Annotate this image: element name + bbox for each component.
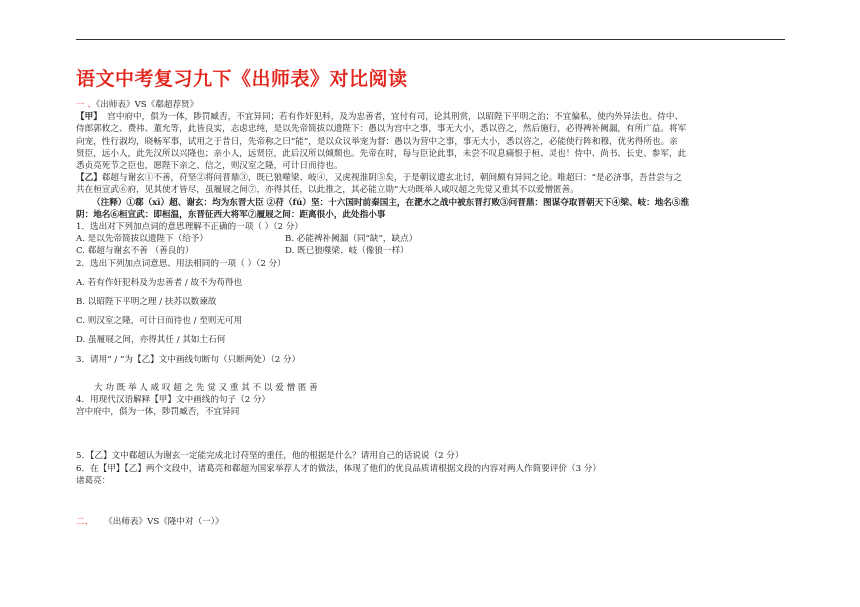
q3-sentence: 大 功 既 举 人 咸 叹 超 之 先 觉 又 重 其 不 以 爱 憎 匿 善 <box>94 382 318 393</box>
yi-line-2: 共在桓宣武⑥府，见其使才皆尽，虽履屐之间⑦，亦得其任，以此推之，其必能立勋”大功既举人咸叹超之先觉又重其不以爱憎匿善。 <box>76 185 579 196</box>
q4-stem: 4．用现代汉语解释【甲】文中画线的句子（2 分） <box>76 395 271 406</box>
top-rule <box>76 39 785 40</box>
q1-option-a: A. 是以先帝简拔以遗陛下（给予） <box>76 234 208 245</box>
q1-stem: 1．选出对下列加点词的意思理解不正确的一项（ ）（2 分） <box>76 222 303 233</box>
q1-row-cd <box>76 245 785 257</box>
section1-number: 一 、 <box>76 100 96 110</box>
q2-option-b: B. 以昭陛下平明之理 / 扶苏以数谏故 <box>76 297 217 308</box>
jia-line-2: 侍郎郭攸之、费祎、董允等，此皆良实，志虑忠纯，是以先帝简拔以遗陛下：愚以为宫中之事，事无大小，悉以咨之，然后施行，必得裨补阙漏，有所广益。将军 <box>76 124 687 135</box>
jia-tag: 【甲】 <box>76 112 102 123</box>
q3-stem: 3．请用“ / ”为【乙】文中画线句断句（只断两处）（2 分） <box>76 354 301 365</box>
jia-text-1: 宫中府中，俱为一体，陟罚臧否，不宜异同；若有作奸犯科，及为忠善者，宜付有司，论其刑赏，以昭陛下平明之治；不宜偏私，使内外异法也。侍中、 <box>107 112 684 123</box>
q6-stem: 6．在【甲】【乙】两个文段中，诸葛亮和郗超为国家举荐人才的做法，体现了他们的优良品质请根据文段的内容对两人作简要评价（3 分） <box>76 463 601 474</box>
section1-title: 《出师表》VS《郗超荐贤》 <box>95 100 199 110</box>
q4-sentence: 宫中府中，俱为一体，陟罚臧否，不宜异同 <box>76 407 240 418</box>
q1-option-b: B. 必能裨补阙漏（同“缺”，缺点） <box>285 234 418 245</box>
q1-option-c: C. 郗超与谢玄不善 （善良的） <box>76 246 194 257</box>
q6-answer-label: 诸葛亮： <box>76 475 111 486</box>
notes-line-1: （注释）①郗（xī）超、谢玄：均为东晋大臣 ②苻（fú）坚：十六国时前秦国主，在淝水之战中被东晋打败③问晋鼎：图谋夺取晋朝天下④梁、岐：地名⑤淮 <box>92 197 690 208</box>
notes-line-2: 阴：地名⑥桓宣武：即桓温，东晋征西大将军⑦履屐之间：距离很小，此处指小事 <box>76 209 386 220</box>
q1-option-d: D. 既已狼噬梁、岐（像狼一样） <box>285 246 409 257</box>
jia-line-5: 悉贞亮死节之臣也，愿陛下亲之、信之，则汉室之隆，可计日而待也。 <box>76 161 343 172</box>
page-title: 语文中考复习九下《出师表》对比阅读 <box>76 68 408 90</box>
q2-stem: 2．选出下列加点词意思、用法相同的一项（ ）（2 分） <box>76 258 286 269</box>
yi-text-1: 郗超与谢玄①不善，苻坚②将问晋鼎③，既已狼噬梁、岐④，又虎视淮阴⑤矣，于是朝议遣玄北讨，朝间颇有异同之论。唯超曰：“是必济事，吾昔尝与之 <box>101 173 682 184</box>
yi-tag: 【乙】 <box>76 173 102 184</box>
jia-line-1 <box>76 111 785 123</box>
q2-option-d: D. 虽履屐之间，亦得其任 / 其如土石何 <box>76 335 226 346</box>
document-body <box>76 99 785 487</box>
section1-heading <box>76 99 785 111</box>
yi-line-1 <box>76 172 785 184</box>
q1-row-ab <box>76 233 785 245</box>
section2-number: 二、 <box>76 517 94 527</box>
jia-line-4: 贤臣，远小人，此先汉所以兴隆也；亲小人，远贤臣，此后汉所以倾颓也。先帝在时，每与臣论此事，未尝不叹息痛恨于桓、灵也！侍中、尚书、长史、参军，此 <box>76 148 687 159</box>
jia-line-3: 向宠，性行淑均，晓畅军事，试用之于昔日，先帝称之曰“能”，是以众议举宠为督：愚以为营中之事，事无大小，悉以咨之，必能使行阵和穆，优劣得所也。亲 <box>76 136 678 147</box>
q2-option-a: A. 若有作奸犯科及为忠善者 / 故不为苟得也 <box>76 277 243 288</box>
q2-option-c: C. 则汉室之隆，可计日而待也 / 至则无可用 <box>76 316 243 327</box>
section2-heading <box>76 515 224 527</box>
section2-title: 《出师表》VS《隆中对（一）》 <box>104 517 224 527</box>
q5-stem: 5．【乙】文中郗超认为谢玄一定能完成北讨苻坚的重任，他的根据是什么？请用自己的话说说（2 分） <box>76 451 464 462</box>
